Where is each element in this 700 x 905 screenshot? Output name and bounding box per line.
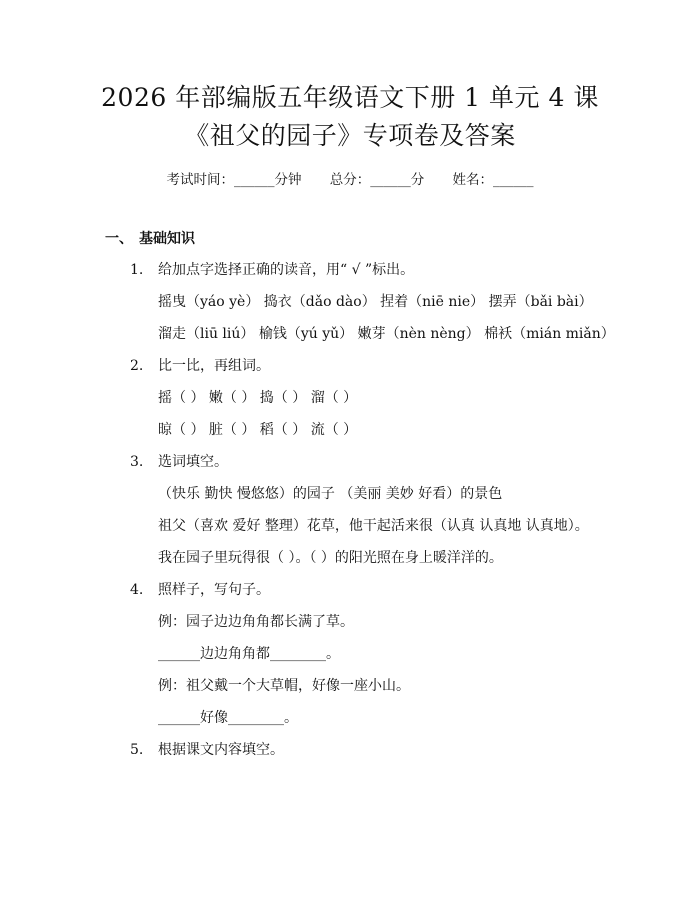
question-line: 摇（ ） 嫩（ ） 捣（ ） 溜（ ） — [158, 390, 358, 406]
student-name: 姓名：______ — [452, 172, 534, 188]
question-line: 祖父（喜欢 爱好 整理）花草，他干起活来很（认真 认真地 认真地）。 — [158, 518, 589, 534]
question-line: ______好像________。 — [158, 710, 298, 726]
exam-total-score: 总分：______分 — [329, 172, 425, 188]
question-number: 5. — [130, 742, 144, 758]
section-heading — [105, 228, 195, 248]
question-text: 根据课文内容填空。 — [158, 742, 284, 758]
question-line: （快乐 勤快 慢悠悠）的园子 （美丽 美妙 好看）的景色 — [158, 486, 503, 502]
question-number: 3. — [130, 454, 144, 470]
question-line: ______边边角角都________。 — [158, 646, 340, 662]
question-number: 1. — [130, 262, 144, 278]
question-line: 摇曳（yáo yè） 捣衣（dǎo dào） 捏着（niē nie） 摆弄（bǎi bài） — [158, 294, 593, 310]
question-text: 给加点字选择正确的读音，用“ √ ”标出。 — [158, 262, 415, 278]
exam-time: 考试时间：______分钟 — [166, 172, 302, 188]
question-line: 溜走（liū liú） 榆钱（yú yǔ） 嫩芽（nèn nèng） 棉袄（mián miǎn） — [158, 326, 615, 342]
section-title: 基础知识 — [139, 231, 195, 247]
question-text: 选词填空。 — [158, 454, 228, 470]
section-number: 一、 — [105, 231, 133, 247]
question-line: 我在园子里玩得很（ ）。（ ）的阳光照在身上暖洋洋的。 — [158, 550, 503, 566]
question-line: 例：园子边边角角都长满了草。 — [158, 614, 354, 630]
question-line: 晾（ ） 脏（ ） 稻（ ） 流（ ） — [158, 422, 358, 438]
question-text: 照样子，写句子。 — [158, 582, 270, 598]
question-number: 4. — [130, 582, 144, 598]
document-title-line1: 2026 年部编版五年级语文下册 1 单元 4 课 — [101, 83, 599, 112]
question-text: 比一比，再组词。 — [158, 358, 270, 374]
exam-meta — [0, 168, 700, 188]
question-number: 2. — [130, 358, 144, 374]
question-line: 例：祖父戴一个大草帽，好像一座小山。 — [158, 678, 410, 694]
document-title-line2: 《祖父的园子》专项卷及答案 — [184, 121, 516, 150]
